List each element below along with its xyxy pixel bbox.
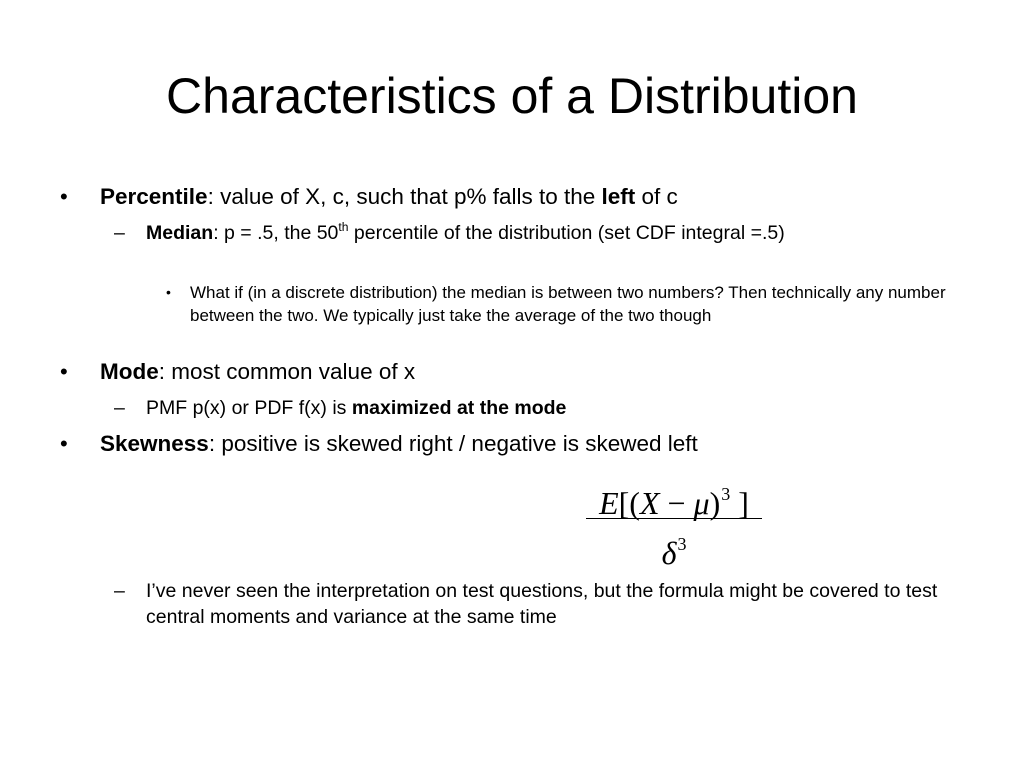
- mode-text: : most common value of x: [158, 359, 416, 384]
- bullet-text: I’ve never seen the interpretation on test questions, but the formula might be covered to test central moments and variance at the same time: [146, 580, 938, 628]
- emph-left: left: [601, 184, 636, 209]
- bullet-marker: •: [166, 284, 171, 300]
- formula-x: X: [639, 485, 660, 521]
- skewness-formula: [584, 474, 764, 570]
- formula-num-exponent: 3: [721, 484, 731, 504]
- bullet-marker: –: [114, 580, 125, 602]
- bullet-percentile: [60, 182, 960, 211]
- bullet-text: [100, 429, 960, 458]
- formula-e: E: [599, 485, 619, 521]
- formula-minus: −: [659, 485, 694, 521]
- bullet-text: What if (in a discrete distribution) the median is between two numbers? Then technically any number between the two. We typically just take the average of the two though: [190, 283, 946, 325]
- bullet-mode: [60, 357, 960, 386]
- median-text-a: : p = .5, the 50: [213, 222, 339, 244]
- formula-mu: μ: [693, 485, 710, 521]
- bullet-skewness: [60, 429, 960, 458]
- skewness-text: : positive is skewed right / negative is skewed left: [208, 431, 698, 456]
- median-text-b: percentile of the distribution (set CDF integral =.5): [348, 222, 785, 244]
- emph-maximized: maximized at the mode: [351, 397, 567, 419]
- formula-numerator: [584, 474, 764, 523]
- formula-close-bracket: ]: [730, 485, 749, 521]
- bullet-marker: –: [114, 222, 125, 244]
- bullet-median: [114, 220, 964, 246]
- term-median: Median: [146, 222, 214, 244]
- bullet-marker: •: [60, 359, 68, 384]
- term-skewness: Skewness: [100, 431, 209, 456]
- bullet-text: [146, 220, 964, 246]
- superscript-th: th: [338, 220, 349, 235]
- bullet-text: [100, 182, 960, 211]
- bullet-text: [146, 395, 964, 421]
- formula-denominator: [584, 524, 764, 573]
- slide-title: Characteristics of a Distribution: [166, 68, 858, 124]
- formula-den-exponent: 3: [677, 534, 687, 554]
- bullet-marker: •: [60, 431, 68, 456]
- term-mode: Mode: [100, 359, 159, 384]
- formula-fraction-bar: [586, 518, 762, 519]
- mode-sub-text: PMF p(x) or PDF f(x) is: [146, 397, 352, 419]
- formula-close-paren: ): [709, 485, 721, 521]
- bullet-mode-sub: [114, 395, 964, 421]
- bullet-text: [100, 357, 960, 386]
- formula-delta: δ: [661, 535, 677, 571]
- percentile-text-b: of c: [635, 184, 678, 209]
- bullet-marker: –: [114, 397, 125, 419]
- term-percentile: Percentile: [100, 184, 208, 209]
- bullet-marker: •: [60, 184, 68, 209]
- percentile-text-a: : value of X, c, such that p% falls to the: [207, 184, 602, 209]
- bullet-median-note: [166, 281, 966, 327]
- formula-open-bracket: [(: [618, 485, 640, 521]
- bullet-skewness-note: [114, 578, 964, 630]
